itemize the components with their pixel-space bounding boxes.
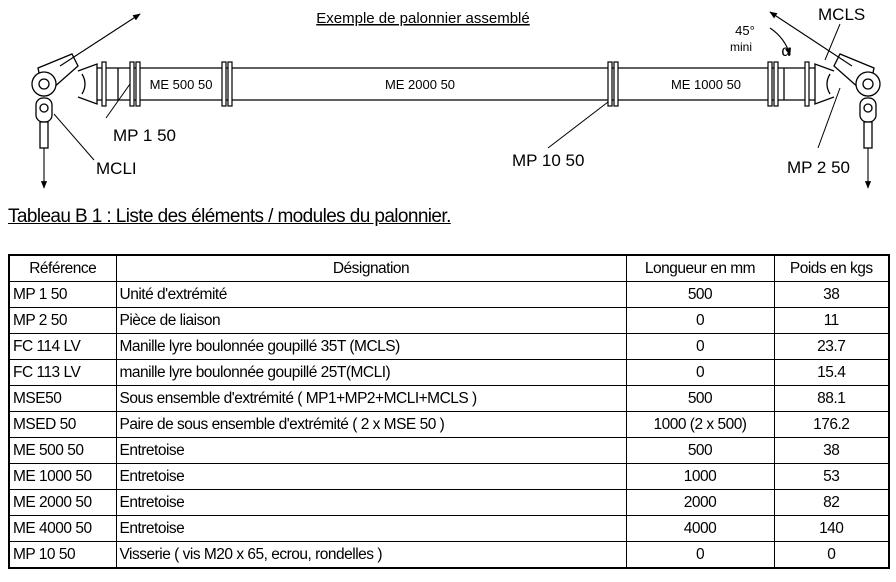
cell-length: 4000 bbox=[626, 516, 774, 542]
cell-length: 500 bbox=[626, 386, 774, 412]
label-mp1050: MP 10 50 bbox=[512, 151, 585, 170]
table-row bbox=[9, 542, 889, 569]
label-me50050: ME 500 50 bbox=[149, 77, 213, 92]
table-row bbox=[9, 282, 889, 308]
cell-designation: Paire de sous ensemble d'extrémité ( 2 x MSE 50 ) bbox=[116, 412, 626, 438]
table-row bbox=[9, 516, 889, 542]
cell-weight: 23.7 bbox=[774, 334, 889, 360]
cell-designation: Entretoise bbox=[116, 464, 626, 490]
cell-reference: MP 10 50 bbox=[9, 542, 116, 569]
cell-designation: Entretoise bbox=[116, 516, 626, 542]
cell-designation: Manille lyre boulonnée goupillé 35T (MCLS) bbox=[116, 334, 626, 360]
label-me200050: ME 2000 50 bbox=[384, 77, 456, 92]
cell-length: 0 bbox=[626, 360, 774, 386]
cell-length: 0 bbox=[626, 542, 774, 569]
right-end-shackles bbox=[834, 54, 880, 148]
table-header-row bbox=[9, 255, 889, 282]
cell-weight: 38 bbox=[774, 438, 889, 464]
label-mcls: MCLS bbox=[818, 5, 866, 24]
table-caption: Tableau B 1 : Liste des éléments / modules du palonnier. bbox=[8, 206, 451, 227]
table-row bbox=[9, 490, 889, 516]
cell-length: 0 bbox=[626, 334, 774, 360]
cell-weight: 88.1 bbox=[774, 386, 889, 412]
cell-weight: 53 bbox=[774, 464, 889, 490]
cell-weight: 15.4 bbox=[774, 360, 889, 386]
table-row bbox=[9, 464, 889, 490]
cell-length: 2000 bbox=[626, 490, 774, 516]
cell-length: 500 bbox=[626, 282, 774, 308]
cell-weight: 140 bbox=[774, 516, 889, 542]
cell-reference: ME 2000 50 bbox=[9, 490, 116, 516]
cell-designation: Entretoise bbox=[116, 438, 626, 464]
table-row bbox=[9, 386, 889, 412]
cell-reference: MP 2 50 bbox=[9, 308, 116, 334]
header-weight: Poids en kgs bbox=[774, 255, 889, 282]
cell-designation: Entretoise bbox=[116, 490, 626, 516]
cell-reference: MSED 50 bbox=[9, 412, 116, 438]
cell-reference: ME 500 50 bbox=[9, 438, 116, 464]
cell-reference: MP 1 50 bbox=[9, 282, 116, 308]
cell-weight: 82 bbox=[774, 490, 889, 516]
header-reference: Référence bbox=[9, 255, 116, 282]
cell-weight: 176.2 bbox=[774, 412, 889, 438]
cell-length: 1000 (2 x 500) bbox=[626, 412, 774, 438]
cell-designation: Sous ensemble d'extrémité ( MP1+MP2+MCLI+MCLS ) bbox=[116, 386, 626, 412]
table-row bbox=[9, 360, 889, 386]
angle-label: 45° bbox=[735, 23, 755, 38]
header-designation: Désignation bbox=[116, 255, 626, 282]
cell-designation: Unité d'extrémité bbox=[116, 282, 626, 308]
label-mp150: MP 1 50 bbox=[113, 126, 177, 145]
elements-table bbox=[8, 254, 890, 569]
cell-reference: ME 1000 50 bbox=[9, 464, 116, 490]
cell-reference: FC 114 LV bbox=[9, 334, 116, 360]
cell-length: 500 bbox=[626, 438, 774, 464]
cell-designation: Pièce de liaison bbox=[116, 308, 626, 334]
assembled-spreader-beam-diagram bbox=[0, 0, 896, 200]
cell-weight: 38 bbox=[774, 282, 889, 308]
label-me100050: ME 1000 50 bbox=[670, 77, 742, 92]
angle-mini-label: mini bbox=[729, 40, 753, 54]
table-row bbox=[9, 438, 889, 464]
cell-weight: 11 bbox=[774, 308, 889, 334]
cell-reference: MSE50 bbox=[9, 386, 116, 412]
cell-length: 0 bbox=[626, 308, 774, 334]
cell-length: 1000 bbox=[626, 464, 774, 490]
label-mp250: MP 2 50 bbox=[787, 158, 851, 177]
diagram-title: Exemple de palonnier assemblé bbox=[316, 10, 530, 27]
cell-weight: 0 bbox=[774, 542, 889, 569]
table-row bbox=[9, 334, 889, 360]
label-mcli: MCLI bbox=[96, 159, 137, 178]
table-row bbox=[9, 412, 889, 438]
cell-designation: Visserie ( vis M20 x 65, ecrou, rondelles ) bbox=[116, 542, 626, 569]
table-row bbox=[9, 308, 889, 334]
alpha-label: α bbox=[781, 43, 791, 60]
cell-reference: FC 113 LV bbox=[9, 360, 116, 386]
header-length: Longueur en mm bbox=[626, 255, 774, 282]
cell-reference: ME 4000 50 bbox=[9, 516, 116, 542]
cell-designation: manille lyre boulonnée goupillé 25T(MCLI) bbox=[116, 360, 626, 386]
